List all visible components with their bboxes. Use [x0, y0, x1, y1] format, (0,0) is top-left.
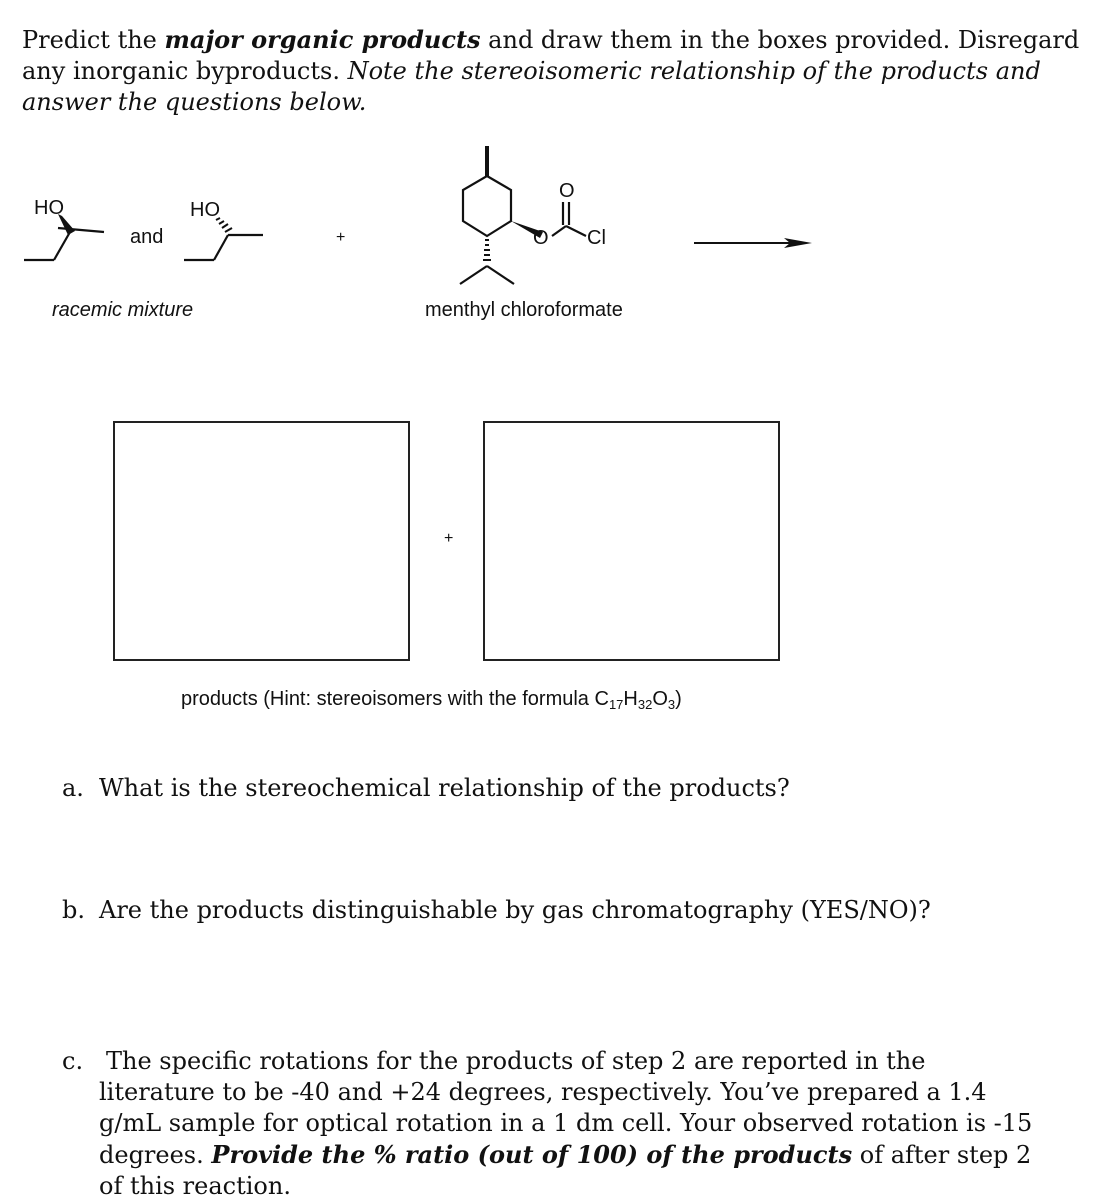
question-b-text: Are the products distinguishable by gas chromatography (YES/NO)? [99, 896, 931, 924]
question-c-emphasis: Provide the % ratio (out of 100) of the products [211, 1140, 853, 1169]
question-c-letter: c. [62, 1047, 84, 1075]
carbonyl-oxygen-label: O [559, 180, 575, 202]
question-c-body [99, 1046, 1039, 1202]
menthyl-chloroformate-structure [460, 146, 586, 284]
question-c [62, 1046, 1042, 1200]
alcohol-enantiomer-2 [184, 218, 263, 260]
question-c-end: of after step 2 of this reaction. [99, 1141, 1032, 1200]
intro-italic: Note the stereoisomeric relationship of the products and answer the questions below. [22, 57, 1041, 116]
reaction-scheme [0, 0, 1114, 420]
hint-sub-o: 3 [667, 697, 676, 712]
question-a-letter: a. [62, 774, 84, 802]
question-b [62, 895, 1062, 927]
product-box-1[interactable] [113, 421, 410, 661]
hint-h: H [623, 688, 638, 710]
question-a [62, 773, 1062, 805]
intro-text-2: and draw them in the boxes provided. Disregard any inorganic byproducts. [22, 26, 1080, 85]
ester-oxygen-label: O [533, 227, 549, 249]
reaction-arrow [694, 238, 812, 248]
plus-sign-reactants: + [336, 229, 346, 246]
question-b-letter: b. [62, 896, 85, 924]
ho-label-2: HO [190, 199, 220, 221]
product-box-2[interactable] [483, 421, 780, 661]
intro-text-1: Predict the [22, 26, 165, 54]
hint-sub-c: 17 [608, 697, 624, 712]
question-c-text: The specific rotations for the products of step 2 are reported in the literature to be -40 and +24 degrees, respectively. You’ve prepared a 1.4 g/mL sample for optical rotation in a 1 dm cell. Your observed rotation is -15 degrees. [99, 1047, 1033, 1169]
alcohol-enantiomer-1 [24, 214, 104, 260]
intro-emphasis: major organic products [164, 25, 481, 54]
products-hint-caption [181, 688, 682, 711]
and-label: and [130, 226, 164, 248]
ho-label-1: HO [34, 197, 64, 219]
hint-text: products (Hint: stereoisomers with the formula C [181, 688, 609, 710]
hint-sub-h: 32 [637, 697, 653, 712]
hint-o: O [652, 688, 668, 710]
menthyl-chloroformate-caption: menthyl chloroformate [425, 299, 623, 321]
plus-sign-products: + [444, 530, 454, 547]
hint-close: ) [675, 688, 682, 710]
racemic-mixture-caption: racemic mixture [52, 299, 194, 321]
chlorine-label: Cl [587, 227, 606, 249]
question-a-text: What is the stereochemical relationship of the products? [99, 774, 790, 802]
